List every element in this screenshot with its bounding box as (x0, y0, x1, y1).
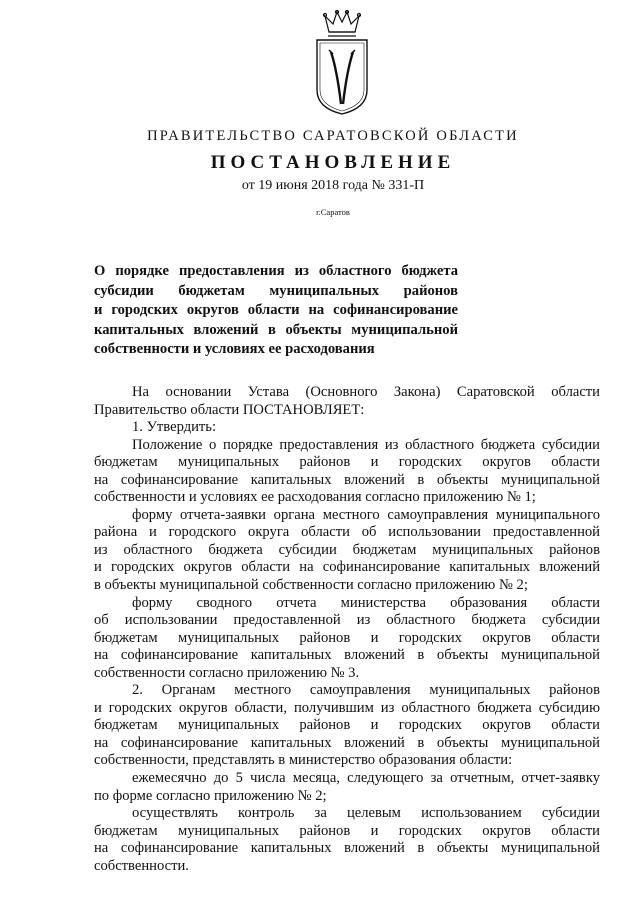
subject-line: О порядке предоставления из областного бюджета (94, 263, 458, 279)
body-line: и городских округов области на софинансирование капитальных вложений (94, 559, 600, 576)
subject-line: капитальных вложений в объекты муниципальной (94, 321, 458, 338)
body-line: Правительство области ПОСТАНОВЛЯЕТ: (94, 401, 365, 418)
body-line: Положение о порядке предоставления из областного бюджета субсидии (132, 436, 600, 453)
body-line: собственности и условиях ее расходования согласно приложению № 1; (94, 489, 536, 506)
body-line: бюджетам муниципальных районов и городских округов области (94, 454, 600, 471)
document-subject (94, 262, 458, 360)
government-name: ПРАВИТЕЛЬСТВО САРАТОВСКОЙ ОБЛАСТИ (147, 128, 519, 144)
body-line: собственности. (94, 857, 189, 874)
subject-line: субсидии бюджетам муниципальных районов (94, 282, 458, 299)
body-line: района и городского округа области об использовании предоставленной (94, 524, 600, 541)
document-body (94, 384, 600, 875)
body-line: по форме согласно приложению № 2; (94, 787, 327, 804)
body-line: 2. Органам местного самоуправления муниципальных районов (132, 682, 600, 699)
body-line: и городских округов области, получившим из областного бюджета субсидию (94, 699, 600, 716)
document-type-title: ПОСТАНОВЛЕНИЕ (210, 152, 456, 173)
body-line: об использовании предоставленной из областного бюджета субсидии (94, 612, 600, 629)
document-city: г.Саратов (316, 207, 350, 217)
body-line: собственности, представлять в министерство образования области: (94, 752, 513, 769)
body-line: 1. Утвердить: (132, 419, 217, 436)
body-line: на софинансирование капитальных вложений в объекты муниципальной (94, 734, 600, 751)
body-line: бюджетам муниципальных районов и городских округов области (94, 717, 600, 734)
body-line: ежемесячно до 5 числа месяца, следующего за отчетным, отчет-заявку (132, 770, 600, 787)
body-line: из областного бюджета субсидии бюджетам муниципальных районов (94, 541, 600, 558)
subject-line: и городских округов области на софинансирование (94, 302, 458, 318)
body-line: в объекты муниципальной собственности согласно приложению № 2; (94, 577, 528, 594)
body-line: На основании Устава (Основного Закона) Саратовской области (132, 384, 600, 400)
body-line: форму сводного отчета министерства образования области (132, 594, 600, 611)
body-line: форму отчета-заявки органа местного самоуправления муниципального (132, 506, 600, 523)
body-line: бюджетам муниципальных районов и городских округов области (94, 822, 600, 839)
body-line: собственности согласно приложению № 3. (94, 664, 360, 681)
body-line: на софинансирование капитальных вложений в объекты муниципальной (94, 647, 600, 664)
subject-line: собственности и условиях ее расходования (94, 341, 375, 357)
body-line: осуществлять контроль за целевым использованием субсидии (132, 805, 600, 822)
coat-of-arms-icon (311, 10, 373, 118)
body-line: на софинансирование капитальных вложений в объекты муниципальной (94, 840, 600, 857)
body-line: бюджетам муниципальных районов и городских округов области (94, 629, 600, 646)
body-line: на софинансирование капитальных вложений в объекты муниципальной (94, 471, 600, 488)
document-date-number: от 19 июня 2018 года № 331-П (241, 178, 425, 193)
